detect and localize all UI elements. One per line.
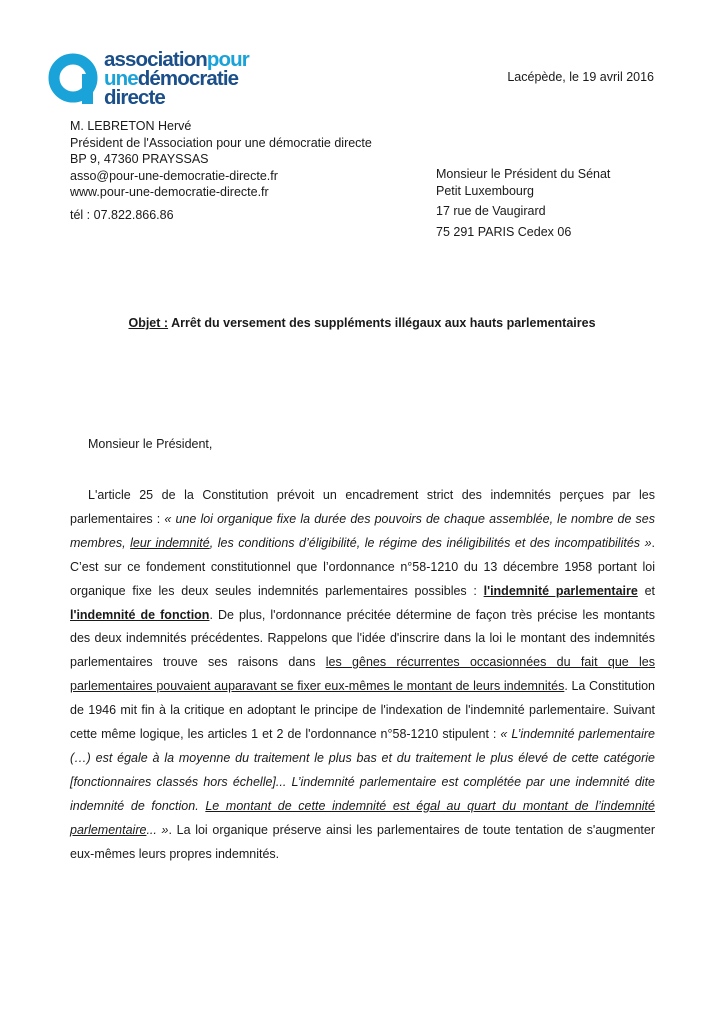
salutation: Monsieur le Président,: [88, 437, 213, 451]
letter-body-paragraph: [70, 484, 655, 867]
sender-email: asso@pour-une-democratie-directe.fr: [70, 168, 278, 183]
association-logo: [48, 50, 272, 108]
subject-label: Objet :: [128, 316, 169, 330]
body-underlined-reason: les gênes récurrentes occasionnées du fait que les parlementaires pouvaient auparavant se fixer eux-mêmes le montant de leurs indemnités: [70, 655, 655, 694]
sender-website: www.pour-une-democratie-directe.fr: [70, 185, 269, 199]
ordinance-quote: [70, 727, 655, 837]
logo-a-icon: [48, 52, 98, 104]
body-sentence-2: . C’est sur ce fondement constitutionnel que l’ordonnance n°58-1210 du 13 décembre 1958 portant loi organique fixe les deux seules indemnités parlementaires possibles :: [70, 535, 655, 598]
logo-word-pour: pour: [206, 48, 249, 71]
body-sentence-6: . La loi organique préserve ainsi les parlementaires de toute tentation de s'augmenter eux-mêmes leurs propres indemnités.: [70, 822, 655, 861]
body-sentence-4: . De plus, l'ordonnance précitée détermine de façon très précise les montants des deux indemnités précédentes. Rappelons que l'idée d'inscrire dans la loi le montant des indemnités parlementaires trouve ses raisons dans: [70, 607, 655, 670]
body-conjunction: et: [637, 583, 655, 598]
quote-1-part-b: , les conditions d’éligibilité, le régime des inéligibilités et des incompatibilités »: [209, 535, 652, 550]
quote-1-underlined: leur indemnité: [130, 535, 210, 550]
quote-2-part-a: « L’indemnité parlementaire (…) est égale à la moyenne du traitement le plus bas et du traitement le plus élevé de cette catégorie [fonctionnaires classés hors échelle]... L’indemnité parlementaire est complétée par une indemnité dite indemnité de fonction.: [70, 727, 655, 813]
logo-word-une: une: [104, 67, 138, 90]
sender-block: [70, 118, 372, 223]
body-sentence-1: L'article 25 de la Constitution prévoit un encadrement strict des indemnités perçues par les parlementaires :: [70, 488, 655, 526]
quote-2-underlined: Le montant de cette indemnité est égal au quart du montant de l’indemnité parlementaire: [70, 798, 655, 837]
subject-text: Arrêt du versement des suppléments illégaux aux hauts parlementaires: [168, 316, 596, 330]
recipient-street: 17 rue de Vaugirard: [436, 204, 546, 218]
quote-2-part-b: ... »: [146, 822, 169, 837]
logo-wordmark: [104, 50, 249, 107]
sender-role: Président de l'Association pour une démocratie directe: [70, 135, 372, 150]
recipient-name: Monsieur le Président du Sénat: [436, 167, 611, 181]
logo-word-association: association: [104, 48, 207, 71]
sender-tel: tél : 07.822.866.86: [70, 207, 174, 222]
letter-subject: [0, 316, 724, 330]
term-indemnite-fonction: l'indemnité de fonction: [70, 607, 210, 622]
recipient-city: 75 291 PARIS Cedex 06: [436, 224, 572, 239]
sender-name: M. LEBRETON Hervé: [70, 119, 192, 133]
recipient-block: [436, 166, 610, 240]
recipient-building: Petit Luxembourg: [436, 183, 534, 198]
sender-address: BP 9, 47360 PRAYSSAS: [70, 152, 209, 166]
letter-date: Lacépède, le 19 avril 2016: [507, 70, 654, 84]
quote-1-part-a: « une loi organique fixe la durée des pouvoirs de chaque assemblée, le nombre de ses membres,: [70, 511, 655, 550]
term-indemnite-parlementaire: l'indemnité parlementaire: [483, 583, 638, 598]
logo-word-directe: directe: [104, 86, 165, 109]
body-sentence-5: . La Constitution de 1946 mit fin à la critique en adoptant le principe de l'indexation de l'indemnité parlementaire. Suivant cette même logique, les articles 1 et 2 de l'ordonnance n°58-1210 stipulent :: [70, 679, 655, 742]
logo-word-democratie: démocratie: [137, 67, 239, 90]
